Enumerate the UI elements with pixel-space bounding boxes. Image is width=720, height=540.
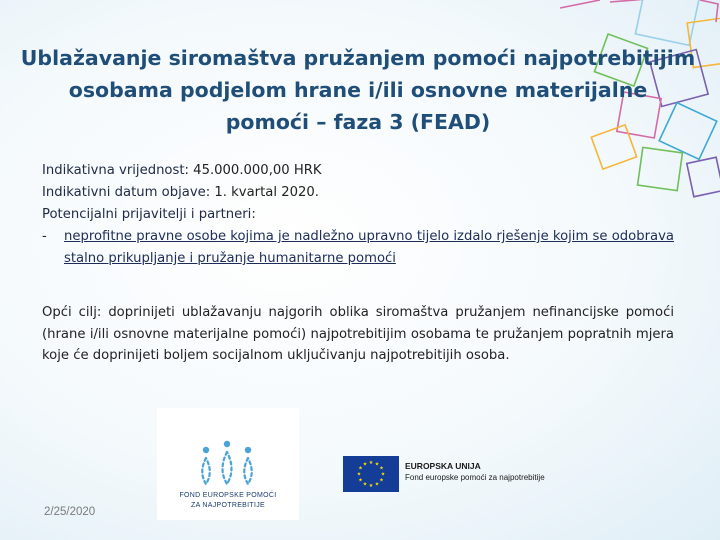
applicants-bullet <box>42 226 674 270</box>
svg-text:★: ★ <box>358 465 363 472</box>
indicative-value-label: Indikativna vrijednost <box>42 163 185 178</box>
svg-text:★: ★ <box>358 477 363 484</box>
svg-text:★: ★ <box>368 483 374 489</box>
svg-text:★: ★ <box>362 461 368 468</box>
footer-date: 2/25/2020 <box>44 506 96 518</box>
indicative-date-label: Indikativni datum objave <box>42 185 206 200</box>
fund-logo-line-2: ZA NAJPOTREBITIJE <box>191 502 265 509</box>
svg-text:★: ★ <box>362 481 368 488</box>
eu-label-line-1: EUROPSKA UNIJA <box>405 461 481 471</box>
slide-body <box>42 160 674 367</box>
svg-text:★: ★ <box>374 481 380 488</box>
title-line-1: Ublažavanje siromaštva pružanjem pomoći najpotrebitijim <box>20 46 696 70</box>
eu-label <box>405 461 545 482</box>
title-line-3: pomoći – faza 3 (FEAD) <box>225 110 491 134</box>
svg-text:★: ★ <box>379 465 384 472</box>
slide-title <box>18 42 698 138</box>
bullet-dash: - <box>42 229 47 244</box>
title-line-2: osobama podjelom hrane i/ili osnovne materijalne <box>68 78 648 102</box>
svg-text:★: ★ <box>374 461 380 468</box>
fund-logo <box>157 408 299 520</box>
svg-text:★: ★ <box>380 471 386 478</box>
applicants-colon: : <box>251 207 256 222</box>
applicants-label: Potencijalni prijavitelji i partneri <box>42 207 252 222</box>
applicants-line <box>42 204 674 226</box>
eu-label-line-2: Fond europske pomoći za najpotrebitije <box>405 473 545 482</box>
svg-text:★: ★ <box>379 477 384 484</box>
applicants-bullet-text: neprofitne pravne osobe kojima je nadležno upravno tijelo izdalo rješenje kojim se odobrava stalno prikupljanje i pružanje humanitarne pomoći <box>64 229 674 266</box>
eu-flag-icon <box>343 456 399 492</box>
svg-text:★: ★ <box>368 460 374 466</box>
svg-text:★: ★ <box>356 471 362 478</box>
general-goal-paragraph: Opći cilj: doprinijeti ublažavanju najgorih oblika siromaštva pružanjem nefinancijske pomoći (hrane i/ili osnovne materijalne pomoći) najpotrebitijim osobama te pružanjem popratnih mjera koje će doprinijeti boljem socijalnom uključivanju najpotrebitijih osoba. <box>42 305 674 363</box>
indicative-value-line <box>42 160 674 182</box>
indicative-date: : 1. kvartal 2020. <box>205 185 319 200</box>
indicative-value: : 45.000.000,00 HRK <box>184 163 322 178</box>
fund-logo-line-1: FOND EUROPSKE POMOĆI <box>179 492 277 499</box>
indicative-date-line <box>42 182 674 204</box>
